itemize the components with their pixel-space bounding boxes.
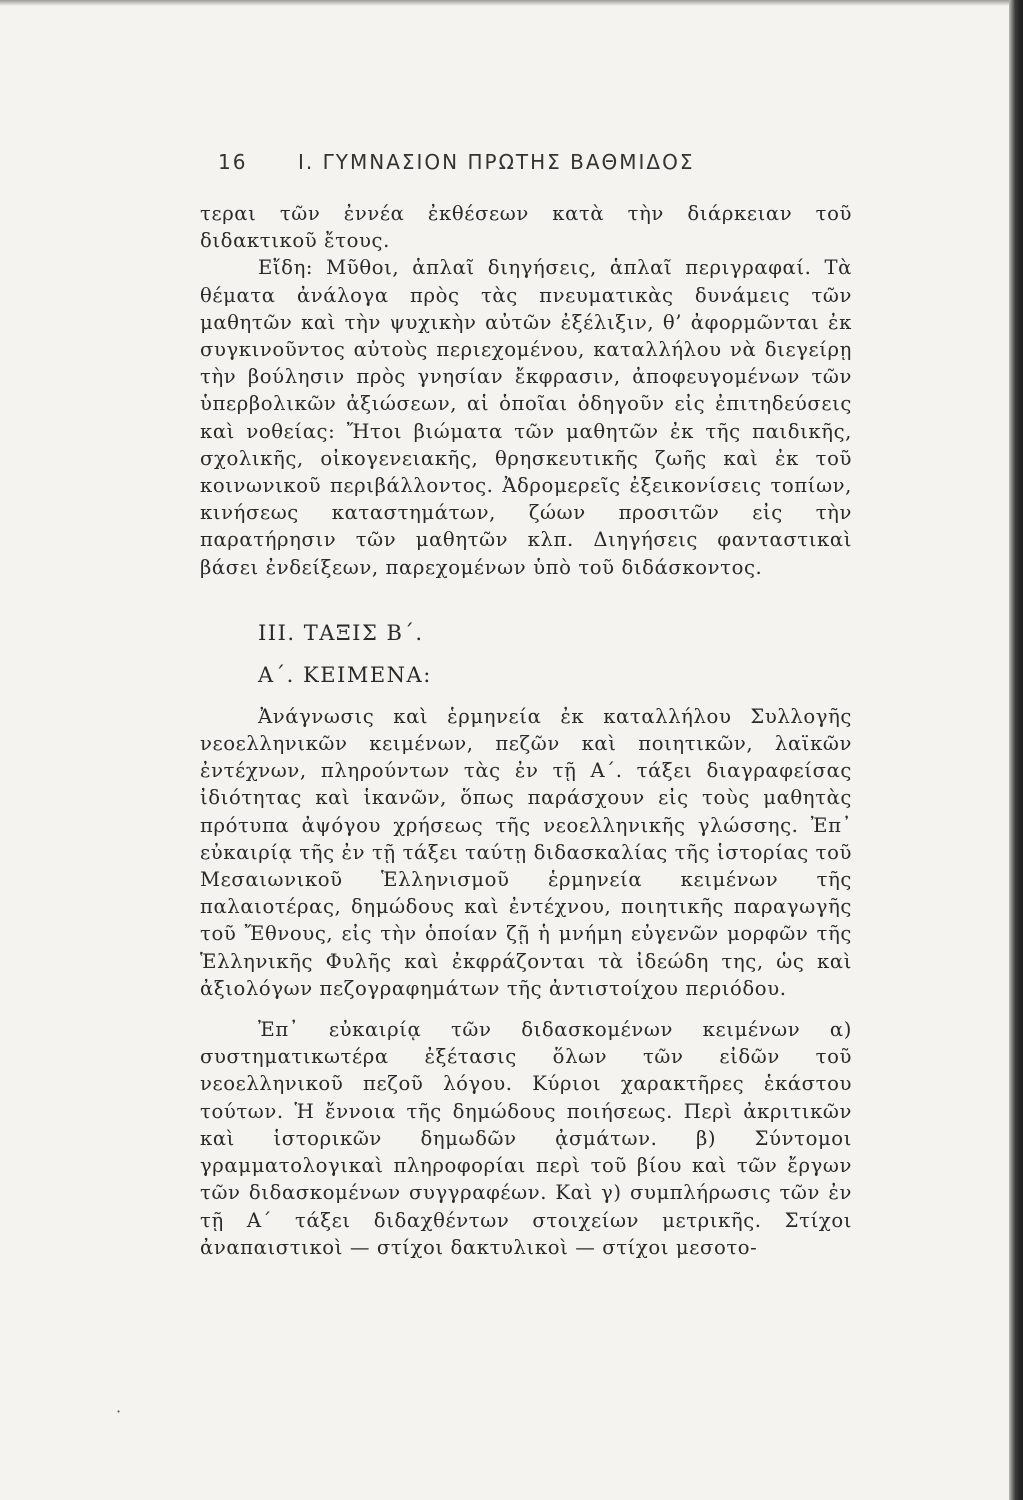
paragraph-anagnosis: Ἀνάγνωσις καὶ ἑρμηνεία ἐκ καταλλήλου Συλλογῆς νεοελληνικῶν κειμένων, πεζῶν καὶ ποιητικῶν, λαϊκῶν ἐντέχνων, πληρούντων τὰς ἐν τῇ Α΄. τάξει διαγραφείσας ἰδιότητας καὶ ἱκανῶν, ὅπως παράσχουν εἰς τοὺς μαθητὰς πρότυπα ἀψόγου χρήσεως τῆς νεοελληνικῆς γλώσσης. Ἐπ᾿ εὐκαιρίᾳ τῆς ἐν τῇ τάξει ταύτῃ διδασκαλίας τῆς ἱστορίας τοῦ Μεσαιωνικοῦ Ἑλληνισμοῦ ἑρμηνεία κειμένων τῆς παλαιοτέρας, δημώδους καὶ ἐντέχνου, ποιητικῆς παραγωγῆς τοῦ Ἔθνους, εἰς τὴν ὁποίαν ζῇ ἡ μνήμη εὐγενῶν μορφῶν τῆς Ἑλληνικῆς Φυλῆς καὶ ἐκφράζονται τὰ ἰδεώδη της, ὡς καὶ ἀξιολόγων πεζογραφημάτων τῆς ἀντιστοίχου περιόδου. bbox=[200, 704, 852, 1000]
paragraph-eukairia: Ἐπ᾿ εὐκαιρίᾳ τῶν διδασκομένων κειμένων α) συστηματικωτέρα ἐξέτασις ὅλων τῶν εἰδῶν τοῦ νεοελληνικοῦ πεζοῦ λόγου. Κύριοι χαρακτῆρες ἑκάστου τούτων. Ἡ ἔννοια τῆς δημώδους ποιήσεως. Περὶ ἀκριτικῶν καὶ ἱστορικῶν δημωδῶν ᾀσμάτων. β) Σύντομοι γραμματολογικαὶ πληροφορίαι περὶ τοῦ βίου καὶ τῶν ἔργων τῶν διδασκομένων συγγραφέων. Καὶ γ) συμπλήρωσις τῶν ἐν τῇ Α΄ τάξει διδαχθέντων στοιχείων μετρικῆς. Στίχοι ἀναπαιστικοὶ — στίχοι δακτυλικοὶ — στίχοι μεσοτο- bbox=[200, 1018, 852, 1259]
scan-edge-right bbox=[1009, 0, 1023, 1500]
paragraph-continuation: τεραι τῶν ἐννέα ἐκθέσεων κατὰ τὴν διάρκειαν τοῦ διδακτικοῦ ἔτους. bbox=[200, 202, 852, 253]
paragraph-eidi: Εἴδη: Μῦθοι, ἁπλαῖ διηγήσεις, ἁπλαῖ περιγραφαί. Τὰ θέματα ἀνάλογα πρὸς τὰς πνευματικὰς δυνάμεις τῶν μαθητῶν καὶ τὴν ψυχικὴν αὐτῶν ἐξέλιξιν, θ’ ἀφορμῶνται ἐκ συγκινοῦντος αὐτοὺς περιεχομένου, καταλλήλου νὰ διεγείρῃ τὴν βούλησιν πρὸς γνησίαν ἔκφρασιν, ἀποφευγομένων τῶν ὑπερβολικῶν ἀξιώσεων, αἱ ὁποῖαι ὁδηγοῦν εἰς ἐπιτηδεύσεις καὶ νοθείας: Ἤτοι βιώματα τῶν μαθητῶν ἐκ τῆς παιδικῆς, σχολικῆς, οἰκογενειακῆς, θρησκευτικῆς ζωῆς καὶ ἐκ τοῦ κοινωνικοῦ περιβάλλοντος. Ἀδρομερεῖς ἐξεικονίσεις τοπίων, κινήσεως καταστημάτων, ζώων προσιτῶν εἰς τὴν παρατήρησιν τῶν μαθητῶν κλπ. Διηγήσεις φανταστικαὶ βάσει ἐνδείξεων, παρεχομένων ὑπὸ τοῦ διδάσκοντος. bbox=[200, 256, 852, 579]
running-title: Ι. ΓΥΜΝΑΣΙΟΝ ΠΡΩΤΗΣ ΒΑΘΜΙΔΟΣ bbox=[298, 150, 695, 174]
running-header bbox=[218, 150, 852, 174]
section-heading: ΙΙΙ. ΤΑΞΙΣ Β΄. bbox=[258, 620, 424, 645]
sub-heading: Α΄. ΚΕΙΜΕΝΑ: bbox=[258, 662, 432, 687]
page-number: 16 bbox=[218, 150, 248, 174]
scan-edge-top bbox=[0, 0, 1023, 6]
ink-speck: · bbox=[116, 1402, 122, 1421]
page-content bbox=[200, 150, 852, 1261]
